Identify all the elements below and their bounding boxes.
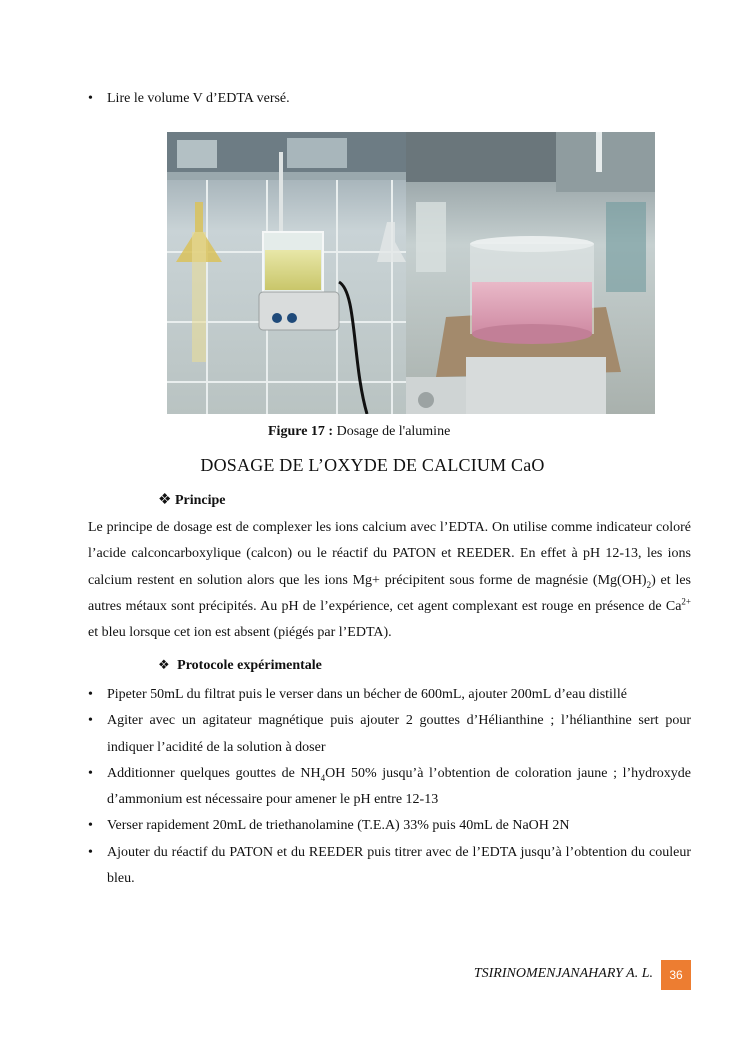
list-item (88, 840, 691, 893)
principe-heading-text: Principe (174, 493, 226, 508)
list-item-text: Agiter avec un agitateur magnétique puis ajouter 2 gouttes d’Hélianthine ; l’hélianthine sert pour indiquer l’acidité de la solution à doser (107, 713, 691, 755)
paragraph-text: et bleu lorsque cet ion est absent (piégés par l’EDTA). (88, 625, 392, 641)
protocole-heading (158, 657, 322, 674)
footer-author: TSIRINOMENJANAHARY A. L. (473, 966, 653, 981)
paragraph-text: ) et les autres métaux sont précipités. Au pH de l’expérience, cet agent complexant est rouge en présence de Ca (88, 572, 691, 614)
section-title: DOSAGE DE L’OXYDE DE CALCIUM CaO (200, 455, 545, 475)
figure-caption (268, 424, 450, 440)
bullet-icon: • (88, 818, 93, 834)
paragraph-text: Le principe de dosage est de complexer les ions calcium avec l’EDTA. On utilise comme indicateur coloré l’acide calconcarboxylique (calcon) ou le réactif du PATON et REEDER. En effet à pH 12-13, les ions calcium restent en solution alors que les ions Mg+ précipitent sous forme de magnésie (Mg(OH) (88, 520, 691, 588)
protocole-heading-text: Protocole expérimentale (177, 658, 322, 673)
protocole-list (88, 682, 691, 892)
bullet-icon: • (88, 844, 93, 860)
page-number-badge: 36 (661, 960, 691, 990)
list-item-text: Ajouter du réactif du PATON et du REEDER puis titrer avec de l’EDTA jusqu’à l’obtention du couleur bleu. (107, 844, 691, 887)
lab-photo-right (406, 132, 655, 414)
subscript: 4 (320, 772, 326, 783)
list-item-text: Lire le volume V d’EDTA versé. (107, 91, 290, 106)
list-item (88, 708, 691, 761)
list-item-text: Verser rapidement 20mL de triethanolamine (T.E.A) 33% puis 40mL de NaOH 2N (107, 818, 570, 834)
bullet-icon: • (88, 765, 93, 781)
principe-heading (158, 490, 226, 509)
bullet-icon: • (88, 713, 93, 729)
figure-label: Figure 17 : (268, 424, 334, 439)
diamond-bullet-icon: ❖ (158, 492, 172, 508)
bullet-icon: • (88, 687, 93, 702)
list-item-text: OH 50% jusqu’à l’obtention de coloration jaune ; l’hydroxyde d’ammonium est nécessaire pour amener le pH entre 12-13 (107, 765, 692, 808)
list-item (88, 761, 691, 814)
list-item (88, 813, 691, 839)
lab-photo-left (167, 132, 406, 414)
superscript: 2+ (681, 596, 691, 607)
diamond-bullet-icon: ❖ (158, 657, 170, 672)
figure-caption-text: Dosage de l'alumine (333, 424, 451, 439)
list-item-text: Pipeter 50mL du filtrat puis le verser dans un bécher de 600mL, ajouter 200mL d’eau distillé (107, 687, 627, 702)
figure-image (167, 132, 655, 414)
subscript: 2 (646, 579, 652, 590)
list-item (88, 682, 691, 708)
bullet-icon: • (88, 91, 93, 106)
principe-paragraph (88, 515, 691, 646)
list-item-text: Additionner quelques gouttes de NH (107, 765, 321, 781)
